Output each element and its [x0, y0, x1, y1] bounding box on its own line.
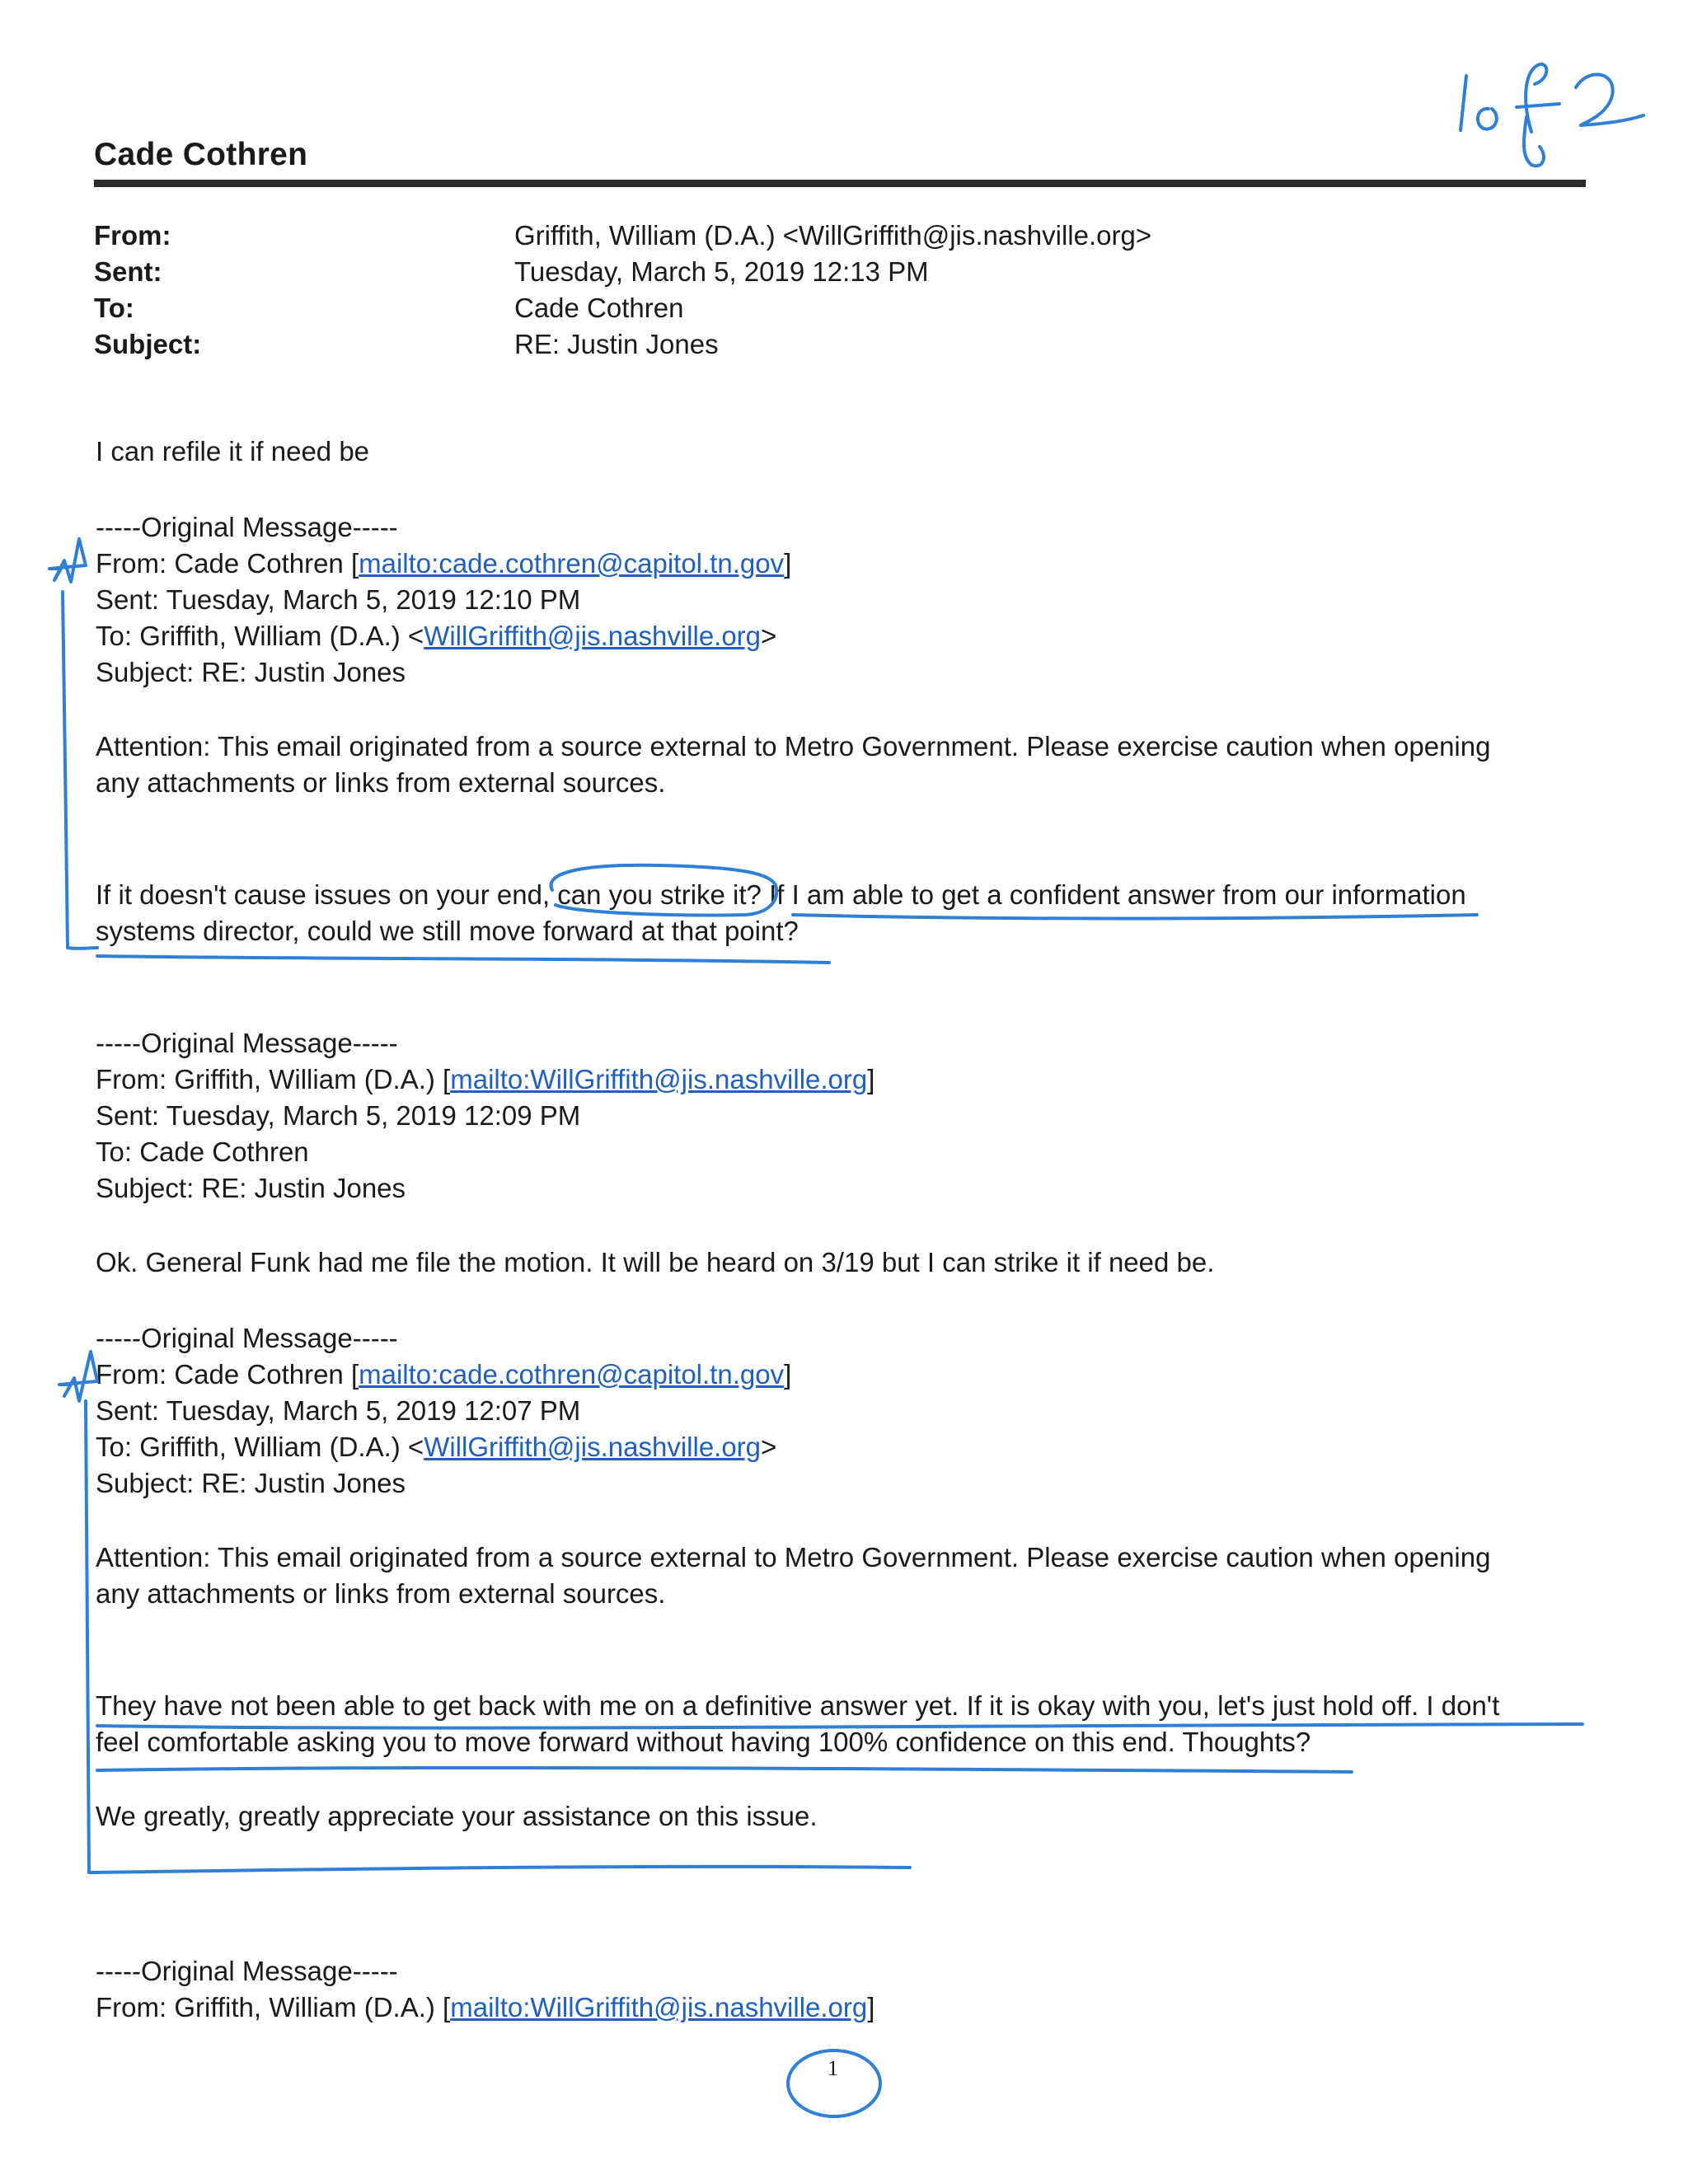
msg2-to-line: To: Cade Cothren [96, 1137, 309, 1167]
original-message-separator: -----Original Message----- [96, 512, 398, 542]
original-message-separator: -----Original Message----- [96, 1323, 398, 1353]
msg1-body-line-1 [96, 877, 1466, 913]
to-value: Cade Cothren [514, 293, 684, 323]
underline-msg3-line2 [97, 1768, 1352, 1772]
to-label: To: [94, 293, 134, 323]
from-label: From: [94, 220, 171, 251]
msg3-body-line-1: They have not been able to get back with me on a definitive answer yet. If it is okay with you, let's just hold off. I don't [96, 1690, 1500, 1721]
msg3-from-suffix: ] [784, 1359, 792, 1390]
reply-body: I can refile it if need be [96, 436, 370, 466]
msg1-body-part-a: If it doesn't cause issues on your end, [96, 879, 558, 910]
underline-msg1-line1 [793, 915, 1477, 919]
msg3-body-line-3: We greatly, greatly appreciate your assistance on this issue. [96, 1801, 818, 1831]
header-divider [94, 180, 1586, 187]
msg1-to-prefix: To: Griffith, William (D.A.) < [96, 621, 424, 651]
underline-msg1-line2 [97, 956, 829, 963]
msg4-from-suffix: ] [867, 1992, 875, 2022]
msg4-from-prefix: From: Griffith, William (D.A.) [ [96, 1992, 451, 2022]
sent-label: Sent: [94, 256, 162, 287]
msg1-from-line [96, 546, 791, 582]
mailbox-owner-name: Cade Cothren [94, 137, 308, 172]
msg2-body: Ok. General Funk had me file the motion. It will be heard on 3/19 but I can strike it if need be. [96, 1247, 1215, 1277]
msg3-to-prefix: To: Griffith, William (D.A.) < [96, 1432, 424, 1462]
msg4-from-link[interactable]: mailto:WillGriffith@jis.nashville.org [450, 1992, 868, 2022]
margin-bracket-msg1 [63, 592, 97, 949]
msg2-sent-line: Sent: Tuesday, March 5, 2019 12:09 PM [96, 1100, 581, 1131]
msg1-sent-line: Sent: Tuesday, March 5, 2019 12:10 PM [96, 584, 581, 615]
msg1-to-suffix: > [761, 621, 777, 651]
msg3-attention-line-1: Attention: This email originated from a source external to Metro Government. Please exercise caution when opening [96, 1542, 1491, 1572]
msg2-from-prefix: From: Griffith, William (D.A.) [ [96, 1064, 451, 1094]
msg3-from-link[interactable]: mailto:cade.cothren@capitol.tn.gov [359, 1359, 785, 1390]
sent-value: Tuesday, March 5, 2019 12:13 PM [514, 256, 929, 287]
msg4-from-line [96, 1990, 874, 2026]
msg3-attention-line-2: any attachments or links from external sources. [96, 1578, 666, 1609]
msg2-from-line [96, 1062, 874, 1098]
subject-value: RE: Justin Jones [514, 329, 719, 359]
msg1-body-line-2: systems director, could we still move forward at that point? [96, 916, 799, 946]
msg1-attention-line-2: any attachments or links from external sources. [96, 767, 666, 798]
page-count-handwriting [1461, 64, 1643, 166]
original-message-separator: -----Original Message----- [96, 1028, 398, 1058]
msg3-subject-line: Subject: RE: Justin Jones [96, 1468, 406, 1498]
msg1-from-suffix: ] [784, 548, 792, 579]
from-value: Griffith, William (D.A.) <WillGriffith@jis.nashville.org> [514, 220, 1152, 251]
msg3-sent-line: Sent: Tuesday, March 5, 2019 12:07 PM [96, 1395, 581, 1426]
page-number: 1 [828, 2056, 838, 2080]
msg1-attention-line-1: Attention: This email originated from a source external to Metro Government. Please exercise caution when opening [96, 731, 1491, 762]
subject-label: Subject: [94, 329, 202, 359]
msg2-subject-line: Subject: RE: Justin Jones [96, 1173, 406, 1203]
msg1-body-part-c: If I am able to get a confident answer from our information [761, 879, 1466, 910]
original-message-separator: -----Original Message----- [96, 1956, 398, 1986]
msg2-from-link[interactable]: mailto:WillGriffith@jis.nashville.org [450, 1064, 868, 1094]
msg2-from-suffix: ] [867, 1064, 875, 1094]
msg1-to-line [96, 618, 776, 654]
msg1-from-link[interactable]: mailto:cade.cothren@capitol.tn.gov [359, 548, 785, 579]
star-icon [49, 539, 86, 582]
msg3-to-line [96, 1429, 776, 1465]
msg1-body-circled-phrase: can you strike it? [557, 879, 762, 910]
msg3-to-suffix: > [761, 1432, 777, 1462]
msg1-subject-line: Subject: RE: Justin Jones [96, 657, 406, 687]
msg3-from-prefix: From: Cade Cothren [ [96, 1359, 359, 1390]
msg3-body-line-2: feel comfortable asking you to move forward without having 100% confidence on this end. Thoughts? [96, 1727, 1311, 1757]
star-icon [59, 1352, 97, 1401]
msg3-to-link[interactable]: WillGriffith@jis.nashville.org [424, 1432, 762, 1462]
msg1-to-link[interactable]: WillGriffith@jis.nashville.org [424, 621, 762, 651]
msg1-from-prefix: From: Cade Cothren [ [96, 548, 359, 579]
msg3-from-line [96, 1357, 791, 1393]
